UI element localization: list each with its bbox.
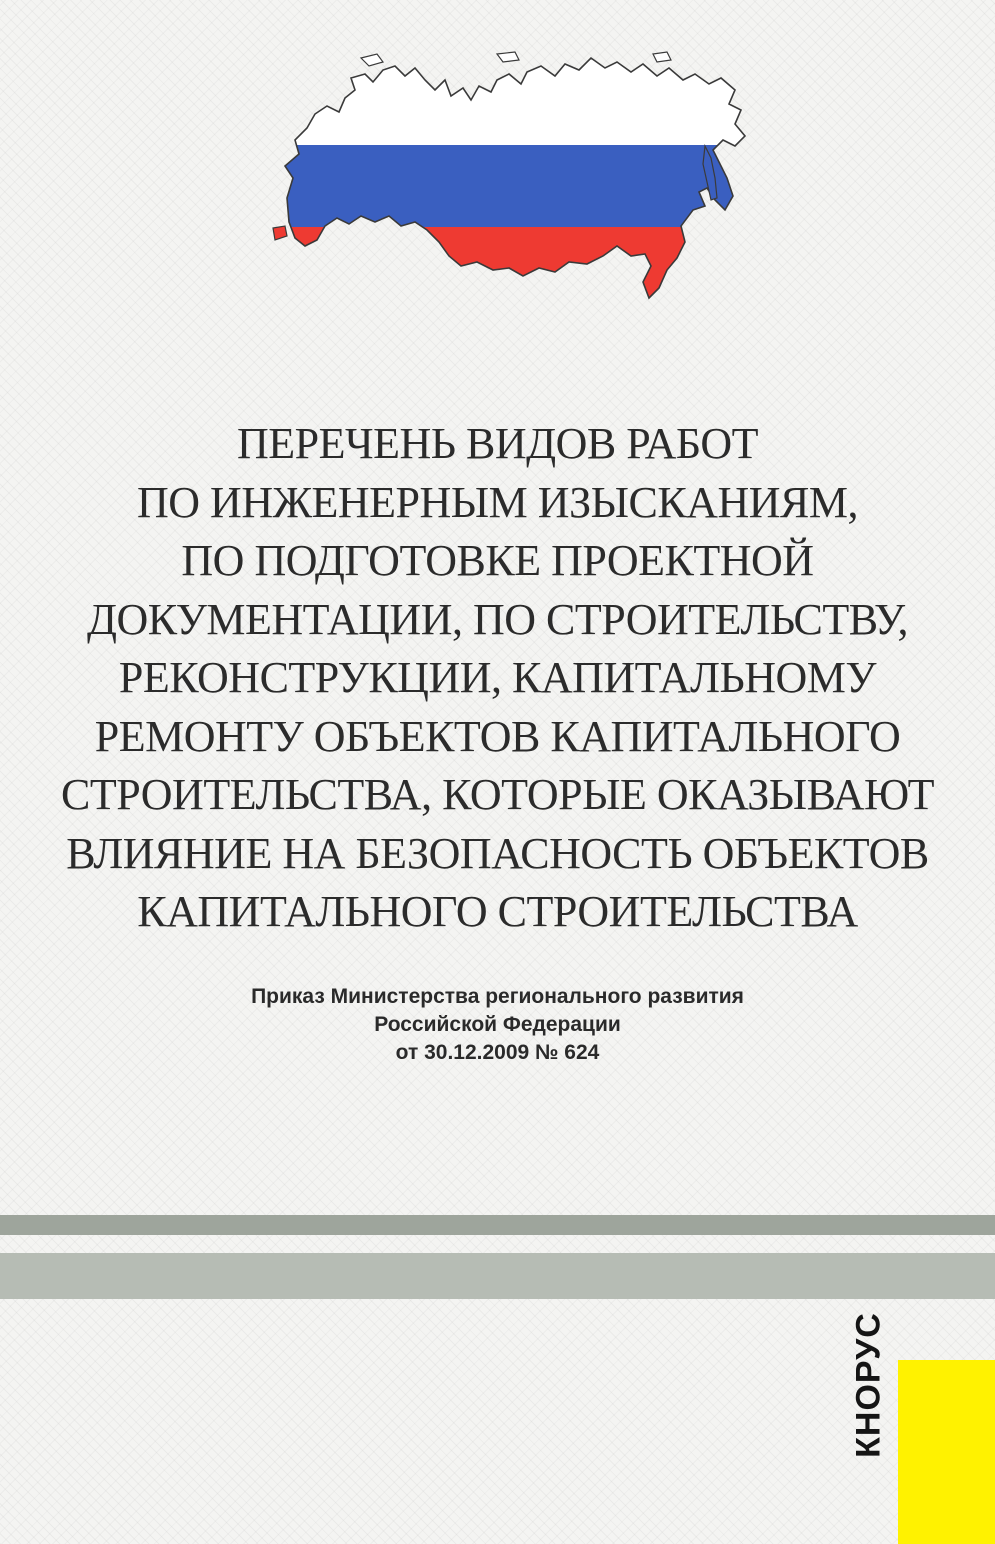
publisher-logo: [843, 1312, 895, 1458]
order-reference: [150, 983, 845, 1067]
book-title: [60, 415, 935, 942]
title-line: РЕКОНСТРУКЦИИ, КАПИТАЛЬНОМУ: [118, 653, 877, 702]
subtitle-line: от 30.12.2009 № 624: [395, 1041, 600, 1064]
title-line: КАПИТАЛЬНОГО СТРОИТЕЛЬСТВА: [137, 887, 858, 936]
title-line: ВЛИЯНИЕ НА БЕЗОПАСНОСТЬ ОБЪЕКТОВ: [66, 828, 929, 878]
title-line: ПО ИНЖЕНЕРНЫМ ИЗЫСКАНИЯМ,: [137, 477, 858, 527]
title-line: ПО ПОДГОТОВКЕ ПРОЕКТНОЙ: [181, 536, 814, 585]
flag-white-band: [265, 50, 755, 145]
decorative-stripe-bottom: [0, 1253, 995, 1299]
subtitle-line: Приказ Министерства регионального развития: [251, 985, 744, 1008]
title-line: РЕМОНТУ ОБЪЕКТОВ КАПИТАЛЬНОГО: [94, 711, 901, 761]
russia-flag-map-image: [265, 50, 755, 310]
decorative-stripe-top: [0, 1215, 995, 1235]
publisher-name: КНОРУС: [849, 1312, 888, 1458]
subtitle-line: Российской Федерации: [374, 1013, 621, 1036]
flag-blue-band: [265, 145, 755, 227]
publisher-accent-block: [898, 1360, 995, 1544]
exclave-shape: [273, 226, 287, 240]
title-line: ПЕРЕЧЕНЬ ВИДОВ РАБОТ: [236, 419, 758, 468]
title-line: СТРОИТЕЛЬСТВА, КОТОРЫЕ ОКАЗЫВАЮТ: [61, 770, 934, 819]
title-line: ДОКУМЕНТАЦИИ, ПО СТРОИТЕЛЬСТВУ,: [87, 594, 908, 644]
